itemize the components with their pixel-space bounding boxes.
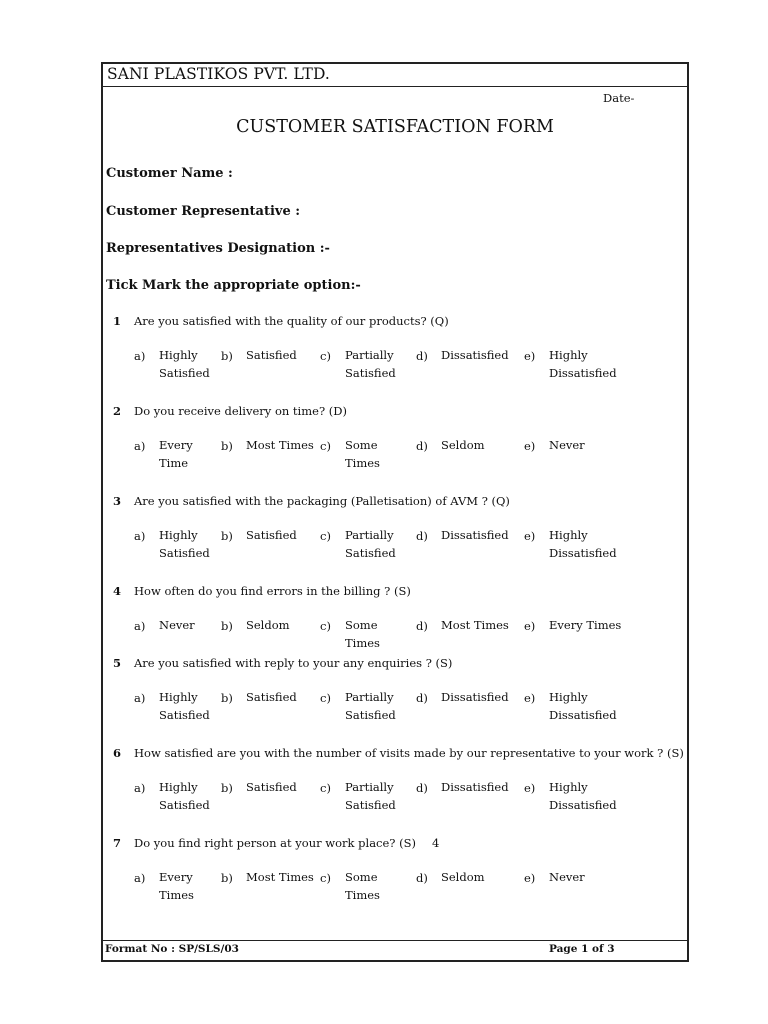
option-label[interactable]: Highly Dissatisfied [549,780,617,812]
option-label[interactable]: Most Times [246,870,314,884]
footer-divider [103,940,687,941]
option-label[interactable]: Dissatisfied [441,780,509,794]
option-label[interactable]: Every Times [549,618,622,632]
option-letter: d) [416,349,428,363]
option-label[interactable]: Seldom [246,618,290,632]
customer-name-label: Customer Name : [106,166,233,181]
option-label[interactable]: Satisfied [246,528,297,542]
option-label[interactable]: Most Times [246,438,314,452]
option-letter: c) [320,439,331,453]
option-label[interactable]: Highly Satisfied [159,348,210,380]
option-label[interactable]: Never [549,438,585,452]
option-label[interactable]: Highly Satisfied [159,528,210,560]
date-label: Date- [603,91,635,105]
company-name: SANI PLASTIKOS PVT. LTD. [107,65,330,83]
option-label[interactable]: Highly Dissatisfied [549,348,617,380]
option-letter: b) [221,349,233,363]
option-label[interactable]: Highly Satisfied [159,690,210,722]
option-letter: b) [221,871,233,885]
option-label[interactable]: Every Times [159,870,194,902]
option-label[interactable]: Partially Satisfied [345,780,396,812]
question-number: 3 [113,494,122,508]
option-label[interactable]: Highly Satisfied [159,780,210,812]
option-label[interactable]: Some Times [345,618,380,650]
question-number: 6 [113,746,122,760]
question-number: 5 [113,656,122,670]
question-note: 4 [432,836,440,850]
option-label[interactable]: Partially Satisfied [345,528,396,560]
option-letter: d) [416,691,428,705]
form-title: CUSTOMER SATISFACTION FORM [236,117,554,137]
option-letter: a) [134,871,146,885]
option-letter: a) [134,529,146,543]
option-letter: d) [416,439,428,453]
option-letter: b) [221,529,233,543]
option-letter: b) [221,781,233,795]
customer-representative-label: Customer Representative : [106,204,301,219]
question-text: Are you satisfied with reply to your any enquiries ? (S) [134,656,453,670]
question-text: How often do you find errors in the billing ? (S) [134,584,411,598]
option-letter: c) [320,781,331,795]
option-letter: d) [416,781,428,795]
option-letter: e) [524,529,536,543]
option-letter: a) [134,619,146,633]
option-letter: c) [320,529,331,543]
option-letter: c) [320,691,331,705]
question-text: Are you satisfied with the quality of our products? (Q) [134,314,449,328]
option-letter: e) [524,781,536,795]
option-letter: c) [320,619,331,633]
option-label[interactable]: Highly Dissatisfied [549,690,617,722]
option-group [103,349,687,389]
option-letter: d) [416,871,428,885]
option-label[interactable]: Satisfied [246,690,297,704]
option-label[interactable]: Never [549,870,585,884]
question-number: 4 [113,584,122,598]
option-label[interactable]: Partially Satisfied [345,690,396,722]
question-text: How satisfied are you with the number of visits made by our representative to your work ? (S) [134,746,684,760]
option-group [103,781,687,821]
option-letter: c) [320,871,331,885]
option-letter: e) [524,349,536,363]
form-frame [101,62,689,962]
question-list [103,64,687,934]
question-number: 2 [113,404,122,418]
option-group [103,529,687,569]
option-label[interactable]: Some Times [345,870,380,902]
option-group [103,691,687,731]
option-letter: c) [320,349,331,363]
question-text: Do you find right person at your work place? (S) [134,836,416,850]
option-letter: e) [524,619,536,633]
designation-label: Representatives Designation :- [106,241,330,256]
option-label[interactable]: Dissatisfied [441,348,509,362]
option-label[interactable]: Satisfied [246,780,297,794]
option-letter: e) [524,691,536,705]
option-label[interactable]: Dissatisfied [441,528,509,542]
option-label[interactable]: Seldom [441,438,485,452]
option-letter: d) [416,619,428,633]
page-number: Page 1 of 3 [549,943,615,955]
option-letter: e) [524,439,536,453]
question-number: 1 [113,314,122,328]
option-label[interactable]: Most Times [441,618,509,632]
option-label[interactable]: Highly Dissatisfied [549,528,617,560]
option-letter: a) [134,439,146,453]
option-letter: a) [134,691,146,705]
option-group [103,871,687,911]
option-label[interactable]: Partially Satisfied [345,348,396,380]
option-label[interactable]: Some Times [345,438,380,470]
option-letter: b) [221,439,233,453]
option-letter: d) [416,529,428,543]
instruction-text: Tick Mark the appropriate option:- [106,278,361,293]
option-letter: b) [221,619,233,633]
option-label[interactable]: Every Time [159,438,193,470]
option-label[interactable]: Never [159,618,195,632]
question-number: 7 [113,836,122,850]
option-label[interactable]: Satisfied [246,348,297,362]
option-letter: b) [221,691,233,705]
option-label[interactable]: Dissatisfied [441,690,509,704]
option-letter: a) [134,781,146,795]
option-label[interactable]: Seldom [441,870,485,884]
question-text: Do you receive delivery on time? (D) [134,404,347,418]
option-group [103,619,687,659]
option-letter: a) [134,349,146,363]
option-group [103,439,687,479]
format-number: Format No : SP/SLS/03 [105,943,239,955]
question-text: Are you satisfied with the packaging (Palletisation) of AVM ? (Q) [134,494,510,508]
option-letter: e) [524,871,536,885]
